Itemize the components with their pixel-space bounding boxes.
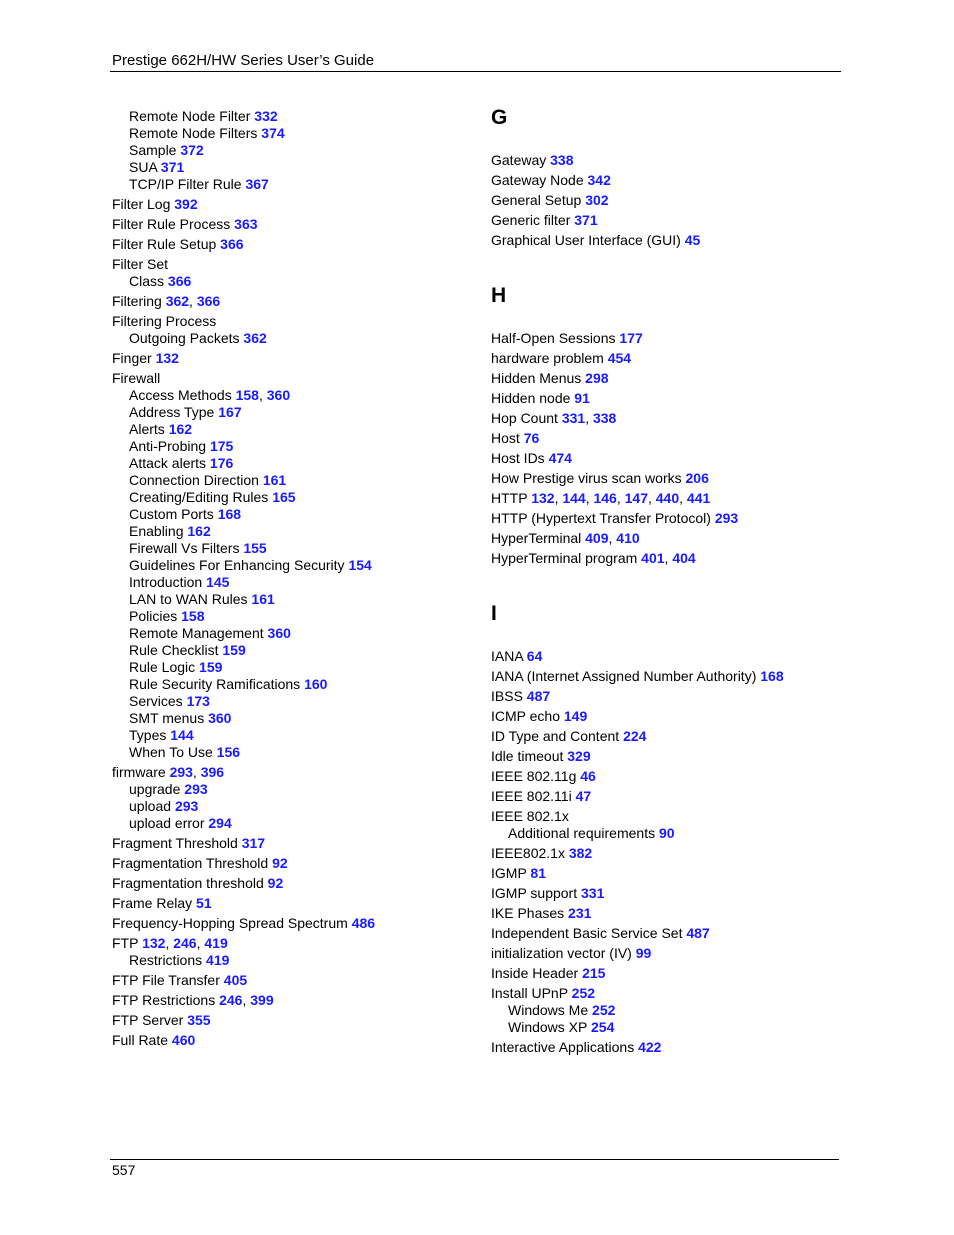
index-entry <box>112 915 472 932</box>
index-entry <box>491 748 911 765</box>
page-link[interactable]: 382 <box>568 845 593 861</box>
index-entry <box>491 172 911 189</box>
index-term: Rule Security Ramifications <box>129 676 301 692</box>
index-term: SMT menus <box>129 710 205 726</box>
footer-divider <box>110 1159 839 1160</box>
index-subentry <box>112 952 472 969</box>
index-column-left <box>112 108 472 1049</box>
index-term: Interactive Applications <box>491 1039 635 1055</box>
page-link[interactable]: 147 <box>624 490 648 506</box>
heading-spacer <box>491 308 911 330</box>
index-entry <box>491 648 911 665</box>
index-term: IANA <box>491 648 523 664</box>
page-link[interactable]: 155 <box>243 540 267 556</box>
page-link[interactable]: 329 <box>567 748 591 764</box>
page-link[interactable]: 90 <box>658 825 675 841</box>
page-link[interactable]: 144 <box>170 727 194 743</box>
index-entry: FTP 132, 246, 419 <box>112 935 228 951</box>
index-entry <box>491 470 911 487</box>
page-link[interactable]: 440 <box>655 490 680 506</box>
page-link[interactable]: 46 <box>580 768 596 784</box>
index-entry <box>491 708 911 725</box>
index-entry <box>491 212 911 229</box>
page-link[interactable]: 132 <box>142 935 166 951</box>
index-entry: HTTP 132, 144, 146, 147, 440, 441 <box>491 490 711 506</box>
index-entry: Hop Count 331, 338 <box>491 410 617 426</box>
index-term: initialization vector (IV) <box>491 945 632 961</box>
index-term: HyperTerminal <box>491 530 582 546</box>
index-entry <box>491 668 911 685</box>
header-divider <box>110 71 841 72</box>
index-column-right <box>491 106 911 1056</box>
page-link[interactable]: 154 <box>348 557 372 573</box>
index-term: Sample <box>129 142 177 158</box>
index-subentry <box>112 159 472 176</box>
index-subentry: Access Methods 158, 360 <box>129 387 291 403</box>
page-link[interactable]: 176 <box>209 455 234 471</box>
index-term: Frame Relay <box>112 895 193 911</box>
page-link[interactable]: 360 <box>267 625 291 641</box>
index-entry <box>491 510 911 527</box>
index-term: When To Use <box>129 744 213 760</box>
index-term: upload error <box>129 815 205 831</box>
page-link[interactable]: 99 <box>635 945 652 961</box>
index-subentry <box>112 125 472 142</box>
index-subentry <box>112 421 472 438</box>
index-term: Remote Node Filter <box>129 108 251 124</box>
index-entry <box>491 885 911 902</box>
page-link[interactable]: 302 <box>585 192 609 208</box>
heading-spacer <box>491 130 911 152</box>
index-entry: firmware 293, 396 <box>112 764 225 780</box>
page-link[interactable]: 92 <box>267 875 284 891</box>
index-subentry <box>112 108 472 125</box>
page-link[interactable]: 486 <box>351 915 376 931</box>
page-link[interactable]: 156 <box>216 744 241 760</box>
index-term: Finger <box>112 350 152 366</box>
index-subentry <box>112 710 472 727</box>
index-section <box>491 284 911 567</box>
index-entry <box>112 972 472 989</box>
page-link[interactable]: 338 <box>592 410 617 426</box>
index-term: HyperTerminal program <box>491 550 638 566</box>
page-link[interactable]: 460 <box>171 1032 196 1048</box>
page-link[interactable]: 158 <box>181 608 205 624</box>
page-link[interactable]: 422 <box>638 1039 662 1055</box>
page-link[interactable]: 81 <box>530 865 546 881</box>
index-term: Attack alerts <box>129 455 207 471</box>
index-term: Outgoing Packets <box>129 330 240 346</box>
page-link[interactable]: 419 <box>204 935 228 951</box>
index-entry <box>491 232 911 249</box>
index-subentry <box>112 455 472 472</box>
index-term: HTTP (Hypertext Transfer Protocol) <box>491 510 711 526</box>
index-term: Guidelines For Enhancing Security <box>129 557 345 573</box>
index-subentry <box>491 1019 911 1036</box>
index-entry <box>491 350 911 367</box>
page-number: 557 <box>112 1162 136 1178</box>
page-link[interactable]: 51 <box>196 895 212 911</box>
page-link[interactable]: 342 <box>587 172 611 188</box>
index-entry <box>491 330 911 347</box>
page-link[interactable]: 149 <box>563 708 588 724</box>
index-entry <box>491 985 911 1002</box>
page-link[interactable]: 246 <box>173 935 197 951</box>
page-link[interactable]: 419 <box>206 952 230 968</box>
index-term: Address Type <box>129 404 215 420</box>
index-term: TCP/IP Filter Rule <box>129 176 242 192</box>
index-entry <box>112 313 472 330</box>
index-term: HTTP <box>491 490 528 506</box>
page-link[interactable]: 487 <box>686 925 710 941</box>
page-link[interactable]: 332 <box>254 108 278 124</box>
index-term: Host <box>491 430 520 446</box>
page-link[interactable]: 224 <box>623 728 647 744</box>
index-term: Fragmentation threshold <box>112 875 264 891</box>
index-subentry <box>112 142 472 159</box>
index-entry <box>491 845 911 862</box>
index-entry <box>112 1032 472 1049</box>
page-link[interactable]: 399 <box>250 992 274 1008</box>
index-term: Windows XP <box>508 1019 588 1035</box>
page-link[interactable]: 47 <box>575 788 592 804</box>
index-term: IBSS <box>491 688 523 704</box>
page-link[interactable]: 409 <box>585 530 609 546</box>
index-subentry <box>112 693 472 710</box>
page-link[interactable]: 405 <box>223 972 248 988</box>
page-link[interactable]: 252 <box>571 985 596 1001</box>
page-header-title: Prestige 662H/HW Series User’s Guide <box>112 52 375 69</box>
index-term: Creating/Editing Rules <box>129 489 269 505</box>
page-link[interactable]: 454 <box>607 350 632 366</box>
index-subentry <box>112 557 472 574</box>
index-subentry <box>112 540 472 557</box>
page-link[interactable]: 254 <box>591 1019 615 1035</box>
page-link[interactable]: 366 <box>196 293 221 309</box>
page-link[interactable]: 161 <box>262 472 287 488</box>
index-subentry <box>112 523 472 540</box>
index-term: Access Methods <box>129 387 232 403</box>
page-link[interactable]: 371 <box>160 159 185 175</box>
index-subentry <box>112 506 472 523</box>
index-entry <box>112 1012 472 1029</box>
page-link[interactable]: 410 <box>616 530 640 546</box>
index-term: Hidden Menus <box>491 370 582 386</box>
page-link[interactable]: 168 <box>760 668 784 684</box>
index-term: Remote Node Filters <box>129 125 258 141</box>
index-term: IEEE 802.11g <box>491 768 577 784</box>
index-term: Idle timeout <box>491 748 564 764</box>
page-link[interactable]: 331 <box>561 410 586 426</box>
index-term: Class <box>129 273 165 289</box>
index-subentry <box>491 1002 911 1019</box>
page-link[interactable]: 146 <box>593 490 617 506</box>
index-term: Filter Rule Setup <box>112 236 217 252</box>
index-term: Additional requirements <box>508 825 656 841</box>
index-term: Independent Basic Service Set <box>491 925 683 941</box>
page-link[interactable]: 175 <box>209 438 234 454</box>
page-link[interactable]: 294 <box>208 815 232 831</box>
index-term: IEEE 802.1x <box>491 808 569 824</box>
page-link[interactable]: 396 <box>200 764 225 780</box>
index-term: FTP <box>112 935 139 951</box>
index-entry <box>491 450 911 467</box>
index-term: General Setup <box>491 192 582 208</box>
index-term: Filtering Process <box>112 313 217 329</box>
index-term: Alerts <box>129 421 165 437</box>
index-term: Filter Rule Process <box>112 216 231 232</box>
page-link[interactable]: 371 <box>574 212 598 228</box>
index-subentry <box>112 176 472 193</box>
index-entry <box>112 895 472 912</box>
page-link[interactable]: 338 <box>550 152 574 168</box>
index-term: Filter Log <box>112 196 171 212</box>
page-link[interactable]: 158 <box>235 387 259 403</box>
index-section <box>491 602 911 1056</box>
index-entry <box>491 430 911 447</box>
index-subentry <box>491 825 911 842</box>
index-entry <box>491 965 911 982</box>
page-link[interactable]: 145 <box>206 574 230 590</box>
page-link[interactable]: 215 <box>582 965 606 981</box>
index-term: Filter Set <box>112 256 169 272</box>
index-term: Fragmentation Threshold <box>112 855 269 871</box>
index-entry <box>491 945 911 962</box>
index-term: Hop Count <box>491 410 558 426</box>
index-term: IKE Phases <box>491 905 565 921</box>
page-link[interactable]: 161 <box>251 591 275 607</box>
index-term: Install UPnP <box>491 985 568 1001</box>
index-entry <box>112 236 472 253</box>
index-term: Half-Open Sessions <box>491 330 616 346</box>
page-link[interactable]: 362 <box>165 293 190 309</box>
page-link[interactable]: 293 <box>714 510 739 526</box>
index-term: Frequency-Hopping Spread Spectrum <box>112 915 348 931</box>
index-entry <box>112 350 472 367</box>
index-subentry <box>112 676 472 693</box>
page-link[interactable]: 231 <box>568 905 592 921</box>
page-link[interactable]: 45 <box>684 232 701 248</box>
page-link[interactable]: 160 <box>304 676 328 692</box>
index-entry <box>491 1039 911 1056</box>
page-link[interactable]: 173 <box>186 693 210 709</box>
index-term: Fragment Threshold <box>112 835 238 851</box>
page-link[interactable]: 360 <box>208 710 232 726</box>
index-entry <box>491 865 911 882</box>
index-term: Introduction <box>129 574 203 590</box>
page-link[interactable]: 92 <box>272 855 288 871</box>
page-link[interactable]: 362 <box>243 330 267 346</box>
index-entry: FTP Restrictions 246, 399 <box>112 992 274 1008</box>
index-term: Host IDs <box>491 450 545 466</box>
index-subentry <box>112 659 472 676</box>
index-term: Remote Management <box>129 625 264 641</box>
index-term: IEEE 802.11i <box>491 788 572 804</box>
index-term: FTP File Transfer <box>112 972 220 988</box>
page-link[interactable]: 360 <box>266 387 291 403</box>
index-entry <box>112 370 472 387</box>
index-entry <box>491 808 911 825</box>
index-term: IGMP <box>491 865 527 881</box>
page-link[interactable]: 252 <box>592 1002 616 1018</box>
page-link[interactable]: 392 <box>174 196 198 212</box>
index-term: IANA (Internet Assigned Number Authority) <box>491 668 757 684</box>
page-link[interactable]: 162 <box>187 523 211 539</box>
index-term: firmware <box>112 764 166 780</box>
index-term: LAN to WAN Rules <box>129 591 248 607</box>
index-term: SUA <box>129 159 158 175</box>
index-entry <box>491 390 911 407</box>
index-term: hardware problem <box>491 350 604 366</box>
index-entry: HyperTerminal 409, 410 <box>491 530 640 546</box>
page-link[interactable]: 404 <box>672 550 696 566</box>
index-entry <box>112 196 472 213</box>
index-section <box>491 106 911 249</box>
page-link[interactable]: 367 <box>245 176 269 192</box>
index-subentry <box>112 608 472 625</box>
index-term: FTP Restrictions <box>112 992 216 1008</box>
index-subentry <box>112 727 472 744</box>
index-subentry <box>112 404 472 421</box>
section-letter-heading: G <box>491 106 508 129</box>
index-term: ICMP echo <box>491 708 560 724</box>
page-link[interactable]: 293 <box>184 781 208 797</box>
index-term: How Prestige virus scan works <box>491 470 682 486</box>
page-link[interactable]: 167 <box>218 404 242 420</box>
index-term: Gateway <box>491 152 547 168</box>
index-entry <box>112 216 472 233</box>
page-link[interactable]: 293 <box>169 764 193 780</box>
index-subentry <box>112 472 472 489</box>
index-subentry <box>112 489 472 506</box>
index-entry <box>112 855 472 872</box>
index-entry <box>491 152 911 169</box>
index-subentry <box>112 591 472 608</box>
page-link[interactable]: 246 <box>219 992 243 1008</box>
index-term: Gateway Node <box>491 172 584 188</box>
page-link[interactable]: 177 <box>619 330 643 346</box>
page-link[interactable]: 91 <box>574 390 590 406</box>
index-term: IEEE802.1x <box>491 845 565 861</box>
index-entry <box>112 256 472 273</box>
page-link[interactable]: 159 <box>222 642 246 658</box>
index-subentry <box>112 642 472 659</box>
page-link[interactable]: 355 <box>187 1012 211 1028</box>
index-term: Full Rate <box>112 1032 169 1048</box>
index-term: Inside Header <box>491 965 579 981</box>
page-link[interactable]: 366 <box>220 236 244 252</box>
page-link[interactable]: 64 <box>526 648 543 664</box>
index-term: Connection Direction <box>129 472 259 488</box>
section-letter-heading: I <box>491 602 497 625</box>
page-link[interactable]: 165 <box>272 489 296 505</box>
index-term: Policies <box>129 608 178 624</box>
index-entry <box>112 875 472 892</box>
index-term: upgrade <box>129 781 181 797</box>
page-link[interactable]: 474 <box>548 450 572 466</box>
page-link[interactable]: 298 <box>585 370 609 386</box>
index-entry <box>491 788 911 805</box>
index-term: FTP Server <box>112 1012 184 1028</box>
index-term: ID Type and Content <box>491 728 620 744</box>
page-link[interactable]: 132 <box>531 490 555 506</box>
index-term: Custom Ports <box>129 506 214 522</box>
index-term: Rule Logic <box>129 659 196 675</box>
page-link[interactable]: 132 <box>155 350 179 366</box>
index-subentry <box>112 744 472 761</box>
index-term: Hidden node <box>491 390 571 406</box>
page-link[interactable]: 331 <box>581 885 605 901</box>
page-link[interactable]: 76 <box>523 430 540 446</box>
page-link[interactable]: 293 <box>174 798 199 814</box>
index-subentry <box>112 798 472 815</box>
index-entry <box>491 688 911 705</box>
index-term: Graphical User Interface (GUI) <box>491 232 681 248</box>
index-subentry <box>112 815 472 832</box>
index-subentry <box>112 330 472 347</box>
index-subentry <box>112 625 472 642</box>
page-link[interactable]: 366 <box>167 273 192 289</box>
index-entry <box>491 905 911 922</box>
index-term: Windows Me <box>508 1002 589 1018</box>
heading-spacer <box>491 626 911 648</box>
index-term: Anti-Probing <box>129 438 207 454</box>
index-term: Types <box>129 727 167 743</box>
index-term: IGMP support <box>491 885 578 901</box>
page-link[interactable]: 162 <box>168 421 193 437</box>
section-letter-heading: H <box>491 284 507 307</box>
page-link[interactable]: 401 <box>641 550 665 566</box>
index-entry <box>112 835 472 852</box>
page-link[interactable]: 374 <box>261 125 285 141</box>
index-term: Rule Checklist <box>129 642 219 658</box>
page-link[interactable]: 159 <box>199 659 223 675</box>
index-entry <box>491 768 911 785</box>
index-term: Filtering <box>112 293 162 309</box>
index-entry: Filtering 362, 366 <box>112 293 221 309</box>
index-term: Restrictions <box>129 952 203 968</box>
index-entry <box>491 370 911 387</box>
index-subentry <box>112 574 472 591</box>
index-term: Firewall Vs Filters <box>129 540 240 556</box>
page-link[interactable]: 168 <box>217 506 242 522</box>
index-term: upload <box>129 798 172 814</box>
index-subentry <box>112 781 472 798</box>
page-link[interactable]: 144 <box>562 490 586 506</box>
page-link[interactable]: 317 <box>241 835 266 851</box>
index-entry <box>491 192 911 209</box>
index-term: Generic filter <box>491 212 571 228</box>
index-term: Services <box>129 693 183 709</box>
index-entry <box>491 728 911 745</box>
index-term: Firewall <box>112 370 161 386</box>
index-subentry <box>112 273 472 290</box>
index-entry: HyperTerminal program 401, 404 <box>491 550 696 566</box>
page-link[interactable]: 206 <box>685 470 709 486</box>
page-link[interactable]: 441 <box>686 490 711 506</box>
page-link[interactable]: 372 <box>180 142 204 158</box>
page-link[interactable]: 363 <box>234 216 258 232</box>
index-subentry <box>112 438 472 455</box>
page-link[interactable]: 487 <box>526 688 551 704</box>
index-entry <box>491 925 911 942</box>
index-term: Enabling <box>129 523 184 539</box>
